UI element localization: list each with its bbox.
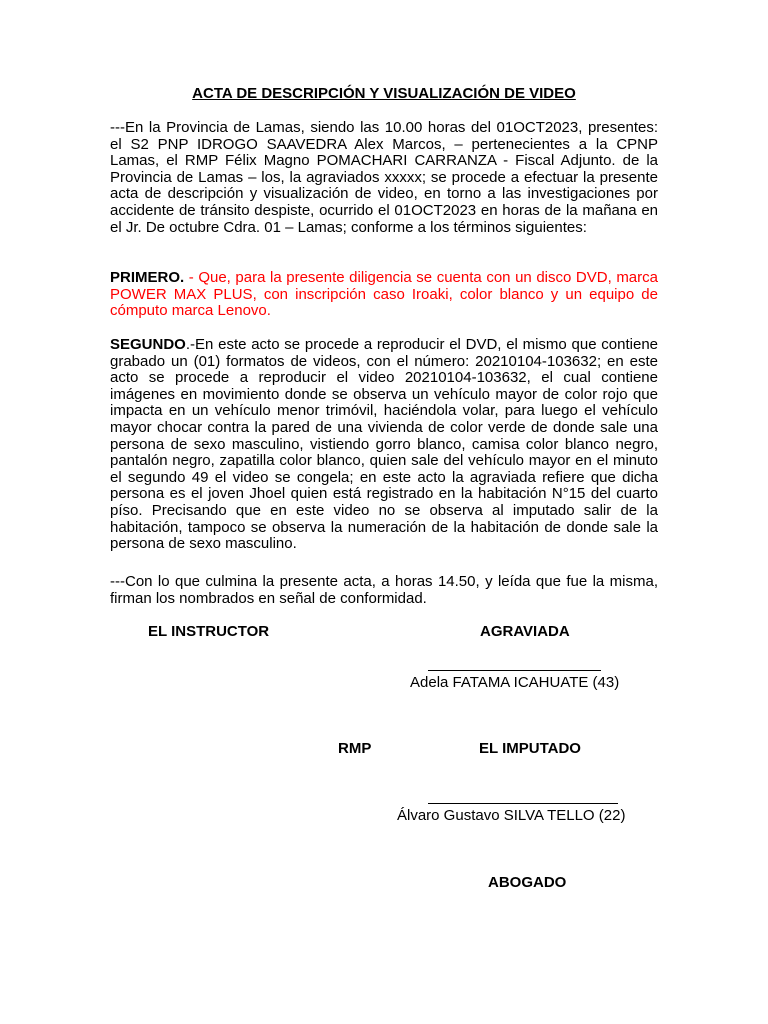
instructor-label: EL INSTRUCTOR [148,623,270,640]
closing-paragraph: ---Con lo que culmina la presente acta, a horas 14.50, y leída que fue la misma, firman los nombrados en señal de conformidad. [110,573,658,607]
document-title: ACTA DE DESCRIPCIÓN Y VISUALIZACIÓN DE VIDEO [192,85,576,102]
intro-paragraph: ---En la Provincia de Lamas, siendo las 10.00 horas del 01OCT2023, presentes: el S2 PNP IDROGO SAAVEDRA Alex Marcos, – pertenecientes a la CPNP Lamas, el RMP Félix Magno POMACHARI CARRANZA - Fiscal Adjunto. de la Provincia de Lamas – los, la agraviados xxxxx; se procede a efectuar la presente acta de descripción y visualización de video, en torno a las investigaciones por accidente de tránsito despiste, ocurrido el 01OCT2023 en horas de la mañana en el Jr. De octubre Cdra. 01 – Lamas; conforme a los términos siguientes: [110,119,658,236]
imputado-label: EL IMPUTADO [479,740,581,757]
primero-text: - Que, para la presente diligencia se cuenta con un disco DVD, marca POWER MAX PLUS, con inscripción caso Iroaki, color blanco y un equipo de cómputo marca Lenovo. [110,269,658,320]
agraviada-label: AGRAVIADA [480,623,570,640]
abogado-label: ABOGADO [488,874,567,891]
document-page [110,0,658,1024]
imputado-signature-line [428,803,618,804]
segundo-paragraph [110,337,658,553]
primero-label: PRIMERO. [110,269,185,286]
rmp-label: RMP [338,740,372,757]
agraviada-name: Adela FATAMA ICAHUATE (43) [410,674,620,691]
agraviada-signature-line [428,670,601,671]
segundo-text: .-En este acto se procede a reproducir el DVD, el mismo que contiene grabado un (01) formatos de videos, con el número: 20210104-103632; en este acto se procede a reproducir el video 20210104-103632, el cual contiene imágenes en movimiento donde se observa un vehículo mayor de color rojo que impacta en un vehículo menor trimóvil, haciéndola volar, para luego el vehículo mayor chocar contra la pared de una vivienda de color verde de donde sale una persona de sexo masculino, vistiendo gorro blanco, camisa color blanco negro, pantalón negro, zapatilla color blanco, quien sale del vehículo mayor en el minuto el segundo 49 el video se congela; en este acto la agraviada refiere que dicha persona es el joven Jhoel quien está registrado en la habitación N°15 del cuarto píso. Precisando que en este video no se observa al imputado salir de la habitación, tampoco se observa la numeración de la habitación de donde sale la persona de sexo masculino. [110,336,658,553]
segundo-label: SEGUNDO [110,336,186,353]
imputado-name: Álvaro Gustavo SILVA TELLO (22) [397,807,626,824]
primero-paragraph [110,270,658,320]
